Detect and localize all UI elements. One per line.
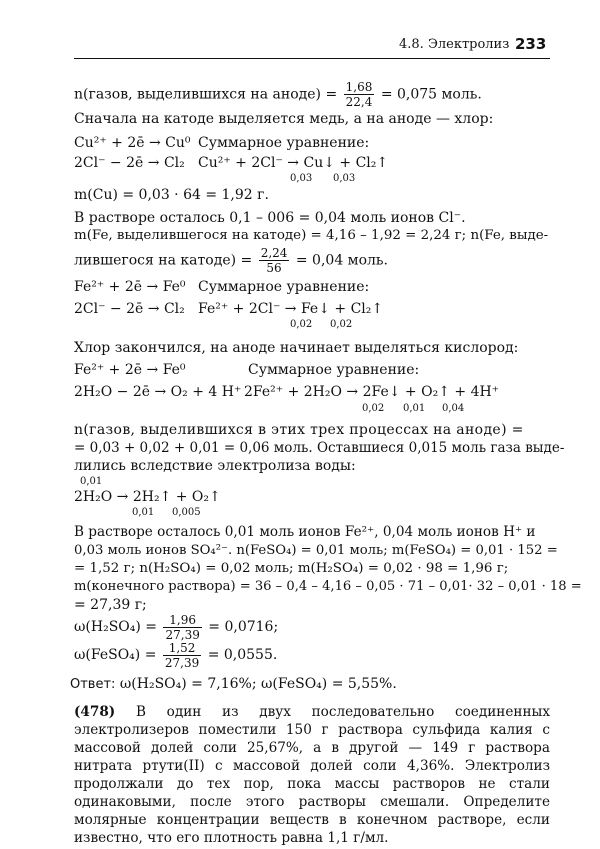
- remaining-ions: В растворе осталось 0,01 моль ионов Fe²⁺, 0,04 моль ионов H⁺ и: [74, 524, 536, 540]
- final-solution-mass: m(конечного раствора) = 36 – 0,4 – 4,16 – 0,05 · 71 – 0,01· 32 – 0,01 · 18 =: [74, 579, 582, 594]
- eq1-coef-cl: 0,03: [333, 173, 356, 184]
- eq1-summary: Cu²⁺ + 2Cl⁻ → Cu↓ + Cl₂↑: [198, 155, 389, 171]
- eq3-summary-label: Суммарное уравнение:: [248, 362, 420, 378]
- chlorine-finished: Хлор закончился, на аноде начинает выделяться кислород:: [74, 340, 519, 356]
- frac-num: 2,24: [260, 246, 288, 260]
- eq1-anode: 2Cl⁻ − 2ē → Cl₂: [74, 155, 185, 171]
- gases-total: n(газов, выделившихся в этих трех процессах на аноде) =: [74, 422, 524, 438]
- w-h2so4-result: = 0,0716;: [208, 619, 279, 635]
- running-header: [74, 36, 550, 56]
- w-feso4-result: = 0,0555.: [207, 647, 278, 663]
- problem-number: (478): [74, 704, 116, 720]
- eq2-anode: 2Cl⁻ − 2ē → Cl₂: [74, 301, 185, 317]
- eq2-summary-label: Суммарное уравнение:: [198, 279, 370, 295]
- h2so4-mass: = 1,52 г; n(H₂SO₄) = 0,02 моль; m(H₂SO₄) = 0,02 · 98 = 1,96 г;: [74, 561, 509, 576]
- w-h2so4-line: [74, 612, 278, 642]
- w-feso4-line: [74, 640, 277, 670]
- eq1-coef-cu: 0,03: [290, 173, 313, 184]
- eq3-summary: 2Fe²⁺ + 2H₂O → 2Fe↓ + O₂↑ + 4H⁺: [244, 384, 500, 400]
- answer-label: Ответ:: [70, 677, 116, 692]
- frac-num: 1,52: [163, 641, 201, 656]
- eq4-coef-h2: 0,01: [132, 507, 155, 518]
- w-feso4-label: ω(FeSO₄) =: [74, 647, 157, 663]
- eq4-coef-h2o: 0,01: [80, 476, 103, 487]
- frac-num: 1,68: [345, 80, 373, 94]
- eq3-coef-o2: 0,01: [403, 403, 426, 414]
- fraction-fe: [259, 246, 290, 275]
- mass-fe: m(Fe, выделившегося на катоде) = 4,16 – 1,92 = 2,24 г; n(Fe, выде-: [74, 228, 549, 243]
- frac-den: 22,4: [345, 95, 373, 109]
- eq2-cathode: Fe²⁺ + 2ē → Fe⁰: [74, 279, 186, 295]
- water-electrolysis: лились вследствие электролиза воды:: [74, 458, 356, 474]
- eq3-anode: 2H₂O − 2ē → O₂ + 4 H⁺: [74, 384, 242, 400]
- gas-anode-result: = 0,075 моль.: [380, 86, 482, 103]
- final-solution-result: = 27,39 г;: [74, 597, 147, 613]
- moles-fe-result: = 0,04 моль.: [295, 252, 388, 269]
- header-divider: [74, 58, 550, 59]
- eq1-cathode: Cu²⁺ + 2ē → Cu⁰: [74, 135, 191, 151]
- frac-den: 27,39: [165, 627, 200, 642]
- feso4-mass: 0,03 моль ионов SO₄²⁻. n(FeSO₄) = 0,01 моль; m(FeSO₄) = 0,01 · 152 =: [74, 543, 558, 558]
- eq2-coef-fe: 0,02: [290, 319, 313, 330]
- frac-num: 1,96: [163, 613, 201, 628]
- fraction-gas: [344, 80, 375, 109]
- eq4-coef-o2: 0,005: [172, 507, 201, 518]
- gas-anode-text: n(газов, выделившихся на аноде) =: [74, 86, 338, 103]
- frac-den: 27,39: [164, 655, 200, 670]
- remaining-cl: В растворе осталось 0,1 – 006 = 0,04 моль ионов Cl⁻.: [74, 210, 466, 226]
- fraction-w-feso4: [163, 641, 201, 670]
- answer-value: ω(H₂SO₄) = 7,16%; ω(FeSO₄) = 5,55%.: [119, 676, 397, 692]
- moles-fe-line: [74, 246, 388, 275]
- page-number: 233: [515, 35, 547, 53]
- problem-478: [74, 703, 550, 847]
- eq3-coef-h: 0,04: [442, 403, 465, 414]
- eq2-summary: Fe²⁺ + 2Cl⁻ → Fe↓ + Cl₂↑: [198, 301, 384, 317]
- problem-text: В один из двух последовательно соединенных электролизеров поместили 150 г раствора сульфида калия с массовой долей соли 25,67%, а в другой — 149 г раствора нитрата ртути(II) с массовой долей соли 4,36%. Электролиз продолжали до тех пор, пока массы растворов не стали одинаковыми, после этого растворы смешали. Определите молярные концентрации веществ в конечном растворе, если известно, что его плотность равна 1,1 г/мл.: [74, 704, 550, 846]
- eq2-coef-cl: 0,02: [330, 319, 353, 330]
- frac-den: 56: [266, 261, 282, 275]
- gases-sum: = 0,03 + 0,02 + 0,01 = 0,06 моль. Оставшиеся 0,015 моль газа выде-: [74, 440, 565, 456]
- answer-line: [70, 675, 397, 694]
- mass-cu: m(Cu) = 0,03 · 64 = 1,92 г.: [74, 187, 269, 203]
- eq3-coef-fe: 0,02: [362, 403, 385, 414]
- section-title: 4.8. Электролиз: [399, 37, 510, 52]
- copper-chlorine-line: Сначала на катоде выделяется медь, а на аноде — хлор:: [74, 111, 494, 127]
- w-h2so4-label: ω(H₂SO₄) =: [74, 619, 158, 635]
- eq3-cathode: Fe²⁺ + 2ē → Fe⁰: [74, 362, 186, 378]
- eq4-water: 2H₂O → 2H₂↑ + O₂↑: [74, 489, 221, 505]
- fraction-w-h2so4: [163, 613, 201, 642]
- gas-anode-line: [74, 80, 482, 109]
- eq1-summary-label: Суммарное уравнение:: [198, 135, 370, 151]
- moles-fe-text: лившегося на катоде) =: [74, 252, 253, 269]
